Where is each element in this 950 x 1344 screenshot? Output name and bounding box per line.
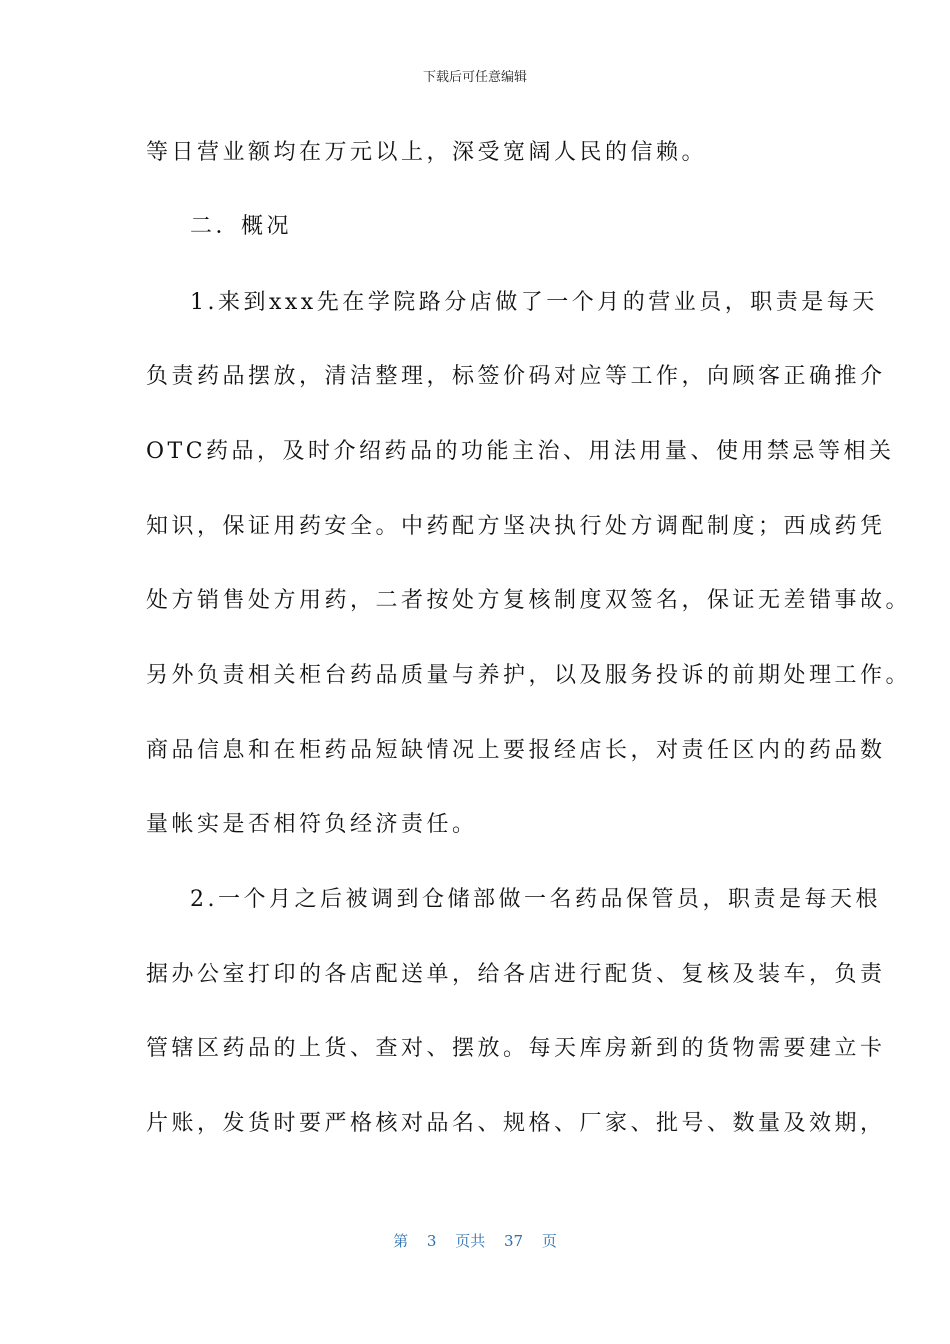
text-line: 商品信息和在柜药品短缺情况上要报经店长，对责任区内的药品数 <box>146 738 886 763</box>
text-line: 另外负责相关柜台药品质量与养护，以及服务投诉的前期处理工作。 <box>146 663 912 688</box>
footer-prefix: 第 <box>393 1232 409 1250</box>
page-footer <box>0 1230 950 1251</box>
text-line: OTC药品，及时介绍药品的功能主治、用法用量、使用禁忌等相关 <box>146 439 895 464</box>
page-total: 37 <box>504 1232 524 1250</box>
text-line: 知识，保证用药安全。中药配方坚决执行处方调配制度；西成药凭 <box>146 514 886 539</box>
text-line: 1.来到xxx先在学院路分店做了一个月的营业员，职责是每天 <box>190 290 878 315</box>
page-number: 3 <box>426 1232 437 1250</box>
text-line: 片账，发货时要严格核对品名、规格、厂家、批号、数量及效期， <box>146 1111 886 1136</box>
text-line: 2.一个月之后被调到仓储部做一名药品保管员，职责是每天根 <box>190 887 881 912</box>
section-heading: 二．概况 <box>190 214 293 239</box>
page-header: 下载后可任意编辑 <box>422 70 527 85</box>
text-line: 负责药品摆放，清洁整理，标签价码对应等工作，向顾客正确推介 <box>146 364 886 389</box>
text-line: 量帐实是否相符负经济责任。 <box>146 812 478 837</box>
footer-middle: 页共 <box>455 1232 486 1250</box>
text-line: 等日营业额均在万元以上，深受宽阔人民的信赖。 <box>146 140 708 165</box>
text-line: 据办公室打印的各店配送单，给各店进行配货、复核及装车，负责 <box>146 962 886 987</box>
text-line: 处方销售处方用药，二者按处方复核制度双签名，保证无差错事故。 <box>146 588 912 613</box>
text-line: 管辖区药品的上货、查对、摆放。每天库房新到的货物需要建立卡 <box>146 1036 886 1061</box>
footer-suffix: 页 <box>541 1232 557 1250</box>
